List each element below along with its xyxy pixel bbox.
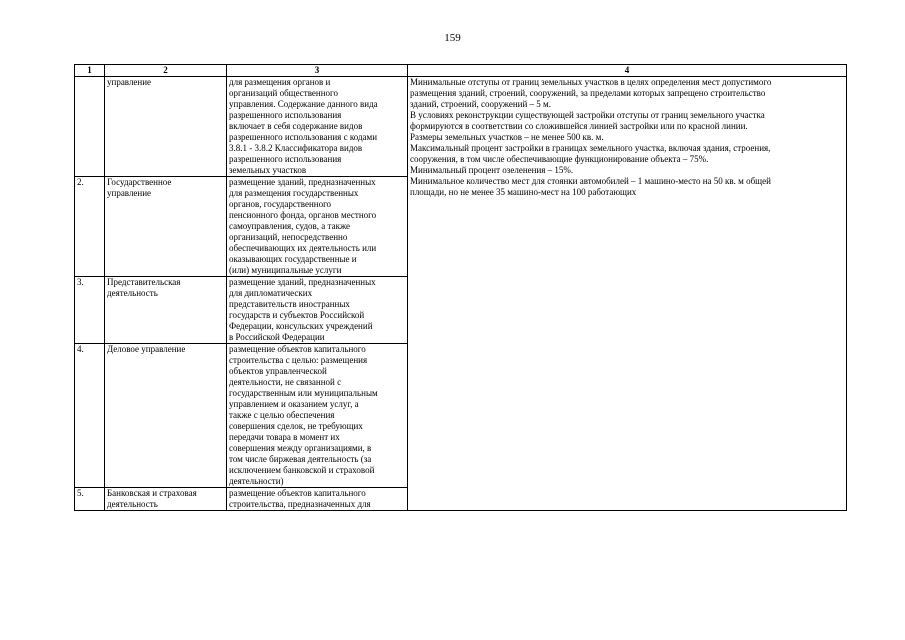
- parameter-line: Минимальное количество мест для стоянки автомобилей – 1 машино-место на 50 кв. м общей: [410, 176, 771, 186]
- parameter-line: В условиях реконструкции существующей застройки отступы от границ земельного участка: [410, 110, 765, 120]
- description-line: том числе биржевая деятельность (за: [229, 454, 372, 464]
- use-type-description: [227, 77, 408, 177]
- description-line: строительства, предназначенных для: [229, 499, 371, 509]
- use-type-name: [105, 488, 227, 511]
- description-line: обеспечивающих их деятельность или: [229, 243, 377, 253]
- row-number: 3.: [75, 277, 105, 344]
- description-line: передачи товара в момент их: [229, 432, 340, 442]
- page-number: 159: [444, 32, 461, 44]
- use-type-name-line: управление: [107, 77, 152, 87]
- description-line: организаций, непосредственно: [229, 232, 348, 242]
- header-col-1: 1: [75, 65, 105, 77]
- description-line: оказывающих государственные и: [229, 254, 357, 264]
- description-line: управления. Содержание данного вида: [229, 99, 378, 109]
- use-type-name-line: деятельность: [107, 288, 158, 298]
- parameter-line: зданий, строений, сооружений – 5 м.: [410, 99, 552, 109]
- use-type-name: [105, 177, 227, 277]
- parameter-line: формируются в соответствии со сложившейся линией застройки или по красной линии.: [410, 121, 748, 131]
- description-line: земельных участков: [229, 165, 307, 175]
- description-line: деятельности): [229, 476, 284, 486]
- description-line: размещение объектов капитального: [229, 344, 366, 354]
- regulations-table: [74, 64, 847, 511]
- table-row: [75, 77, 847, 177]
- description-line: строительства с целью: размещения: [229, 355, 368, 365]
- use-type-name-line: Государственное: [107, 177, 172, 187]
- row-number: 4.: [75, 344, 105, 488]
- description-line: в Российской Федерации: [229, 332, 325, 342]
- description-line: деятельности, не связанной с: [229, 377, 342, 387]
- use-type-name: [105, 77, 227, 177]
- description-line: пенсионного фонда, органов местного: [229, 210, 377, 220]
- parameter-line: площади, но не менее 35 машино-мест на 100 работающих: [410, 187, 637, 197]
- use-type-name-line: деятельность: [107, 499, 158, 509]
- description-line: также с целью обеспечения: [229, 410, 335, 420]
- description-line: включает в себя содержание видов: [229, 121, 363, 131]
- header-col-2: 2: [105, 65, 227, 77]
- parameters-cell: [408, 77, 847, 511]
- parameter-line: Минимальный процент озеленения – 15%.: [410, 165, 574, 175]
- description-line: самоуправления, судов, а также: [229, 221, 351, 231]
- description-line: разрешенного использования с кодами: [229, 132, 378, 142]
- use-type-name-line: Представительская: [107, 277, 181, 287]
- description-line: объектов управленческой: [229, 366, 327, 376]
- row-number: 5.: [75, 488, 105, 511]
- description-line: управлением и оказанием услуг, а: [229, 399, 359, 409]
- use-type-name-line: Деловое управление: [107, 344, 186, 354]
- row-number: [75, 77, 105, 177]
- use-type-description: [227, 344, 408, 488]
- description-line: размещение зданий, предназначенных: [229, 177, 376, 187]
- description-line: размещение зданий, предназначенных: [229, 277, 376, 287]
- description-line: 3.8.1 - 3.8.2 Классификатора видов: [229, 143, 363, 153]
- use-type-description: [227, 277, 408, 344]
- row-number: 2.: [75, 177, 105, 277]
- use-type-name-line: управление: [107, 188, 152, 198]
- parameter-line: сооружения, в том числе обеспечивающие функционирование объекта – 75%.: [410, 154, 709, 164]
- description-line: государств и субъектов Российской: [229, 310, 365, 320]
- description-line: Федерации, консульских учреждений: [229, 321, 373, 331]
- use-type-description: [227, 488, 408, 511]
- use-type-description: [227, 177, 408, 277]
- description-line: исключением банковской и страховой: [229, 465, 375, 475]
- use-type-name: [105, 344, 227, 488]
- header-col-4: 4: [408, 65, 847, 77]
- description-line: совершения сделок, не требующих: [229, 421, 363, 431]
- use-type-name-line: Банковская и страховая: [107, 488, 197, 498]
- description-line: для дипломатических: [229, 288, 313, 298]
- description-line: для размещения органов и: [229, 77, 331, 87]
- parameter-line: Минимальные отступы от границ земельных участков в целях определения мест допустимого: [410, 77, 772, 87]
- parameter-line: размещения зданий, строений, сооружений, за пределами которых запрещено строительство: [410, 88, 766, 98]
- description-line: разрешенного использования: [229, 154, 342, 164]
- description-line: для размещения государственных: [229, 188, 359, 198]
- parameter-line: Размеры земельных участков – не менее 500 кв. м.: [410, 132, 604, 142]
- description-line: совершения между организациями, в: [229, 443, 372, 453]
- description-line: размещение объектов капитального: [229, 488, 366, 498]
- use-type-name: [105, 277, 227, 344]
- description-line: органов, государственного: [229, 199, 332, 209]
- description-line: (или) муниципальные услуги: [229, 265, 342, 275]
- description-line: разрешенного использования: [229, 110, 342, 120]
- parameter-line: Максимальный процент застройки в границах земельного участка, включая здания, строения,: [410, 143, 771, 153]
- table-header-row: [75, 65, 847, 77]
- header-col-3: 3: [227, 65, 408, 77]
- description-line: организаций общественного: [229, 88, 339, 98]
- description-line: представительств иностранных: [229, 299, 350, 309]
- description-line: государственным или муниципальным: [229, 388, 378, 398]
- table-body: [75, 77, 847, 511]
